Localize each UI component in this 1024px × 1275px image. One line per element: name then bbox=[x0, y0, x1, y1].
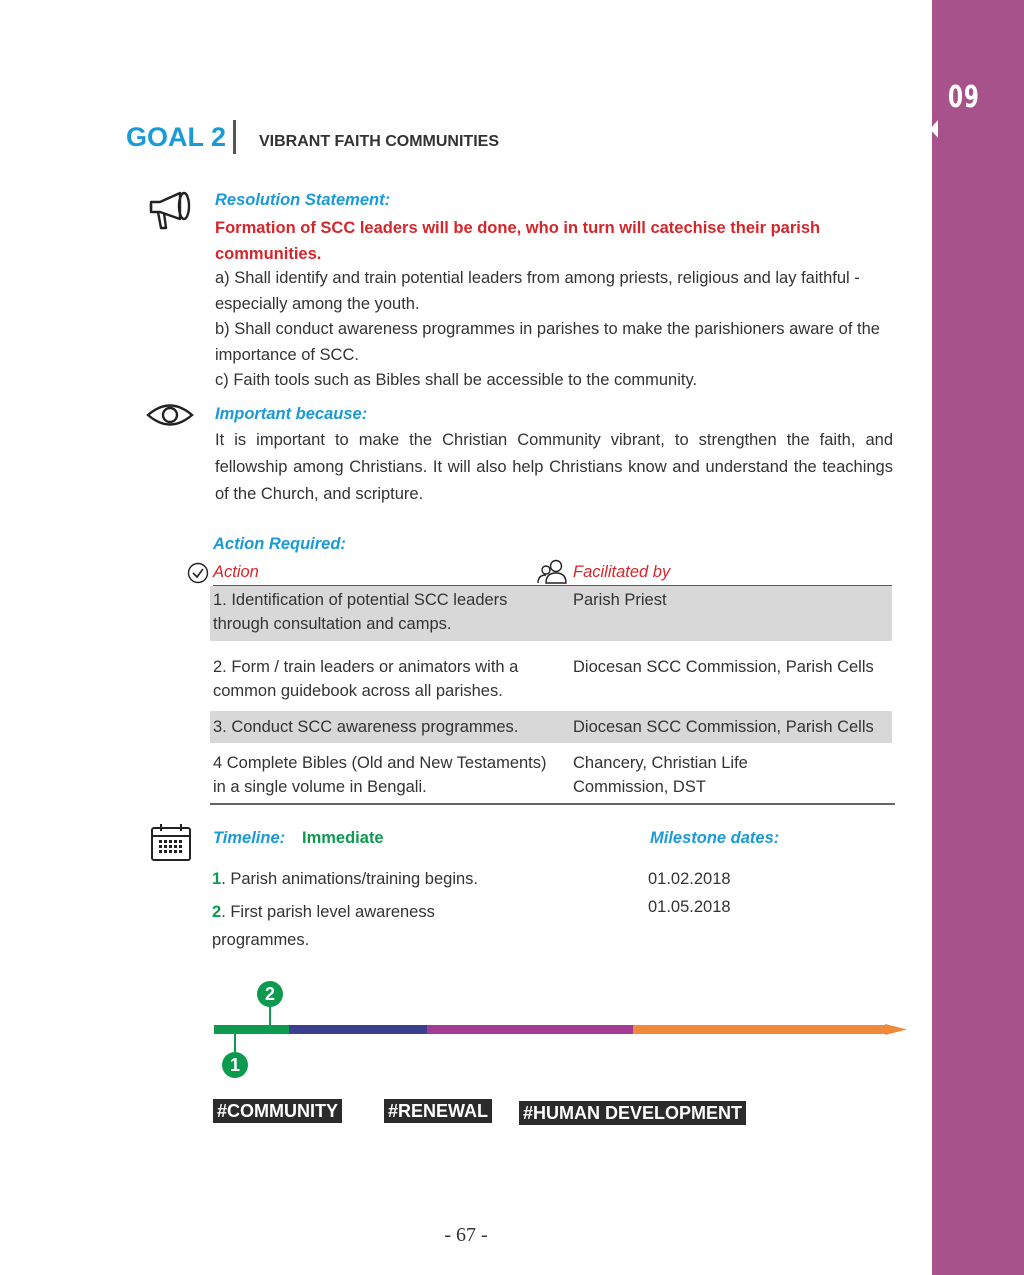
facilitator-cell: Parish Priest bbox=[573, 591, 667, 609]
milestone-text: . First parish level awareness programmes. bbox=[212, 903, 435, 949]
important-label: Important because: bbox=[215, 405, 368, 423]
important-text: It is important to make the Christian Community vibrant, to strengthen the faith, and fellowship among Christians. It will also help Christians know and understand the teachings of the Church, and scripture. bbox=[215, 431, 893, 503]
resolution-label: Resolution Statement: bbox=[215, 191, 391, 209]
timeline-segment-navy bbox=[289, 1025, 427, 1034]
table-row bbox=[210, 711, 892, 743]
timeline-segment-orange bbox=[633, 1025, 885, 1034]
action-cell: 4 Complete Bibles (Old and New Testaments) in a single volume in Bengali. bbox=[213, 754, 547, 796]
timeline-label: Timeline: bbox=[213, 829, 286, 847]
timeline-arrow-tip bbox=[885, 1024, 907, 1035]
milestone-text: . Parish animations/training begins. bbox=[221, 870, 478, 888]
milestone-date: 01.02.2018 bbox=[648, 870, 731, 888]
column-action: Action bbox=[213, 563, 259, 581]
eye-icon bbox=[146, 402, 194, 428]
action-cell: 2. Form / train leaders or animators with a common guidebook across all parishes. bbox=[213, 658, 519, 700]
action-cell: 1. Identification of potential SCC leaders through consultation and camps. bbox=[213, 591, 508, 633]
table-bottom-rule bbox=[210, 803, 895, 805]
timeline-segment-green bbox=[214, 1025, 289, 1034]
marker-1-stem bbox=[234, 1034, 236, 1052]
facilitator-cell: Chancery, Christian Life Commission, DST bbox=[573, 754, 748, 796]
title-divider bbox=[233, 120, 236, 154]
table-row bbox=[210, 750, 892, 802]
resolution-item-a: a) Shall identify and train potential leaders from among priests, religious and lay faithful - especially among the youth. bbox=[215, 269, 860, 313]
facilitator-cell: Diocesan SCC Commission, Parish Cells bbox=[573, 718, 874, 736]
milestone-date: 01.05.2018 bbox=[648, 898, 731, 916]
resolution-item-b: b) Shall conduct awareness programmes in parishes to make the parishioners aware of the importance of SCC. bbox=[215, 320, 880, 364]
goal-subtitle: VIBRANT FAITH COMMUNITIES bbox=[259, 133, 499, 150]
chapter-sidebar bbox=[932, 0, 1024, 1275]
resolution-item-c: c) Faith tools such as Bibles shall be accessible to the community. bbox=[215, 371, 698, 389]
timeline-segment-purple bbox=[427, 1025, 633, 1034]
milestone-number: 1 bbox=[212, 870, 222, 888]
milestone-label: Milestone dates: bbox=[650, 829, 780, 847]
table-row bbox=[210, 586, 892, 641]
sidebar-notch bbox=[926, 120, 938, 138]
column-facilitated-by: Facilitated by bbox=[573, 563, 671, 581]
milestone-number: 2 bbox=[212, 903, 222, 921]
tag-community: #COMMUNITY bbox=[213, 1099, 342, 1123]
page-number: - 67 - bbox=[444, 1224, 488, 1246]
milestone-item bbox=[212, 898, 472, 954]
action-label: Action Required: bbox=[213, 535, 346, 553]
marker-2-stem bbox=[269, 1005, 271, 1025]
timeline-value: Immediate bbox=[302, 829, 384, 847]
resolution-statement-line1: Formation of SCC leaders will be done, who in turn will catechise their parish bbox=[215, 219, 821, 237]
action-cell: 3. Conduct SCC awareness programmes. bbox=[213, 718, 519, 736]
facilitator-cell: Diocesan SCC Commission, Parish Cells bbox=[573, 658, 874, 676]
table-row bbox=[210, 654, 892, 704]
check-circle-icon bbox=[187, 562, 209, 584]
milestone-item bbox=[212, 870, 478, 889]
tag-human-development: #HUMAN DEVELOPMENT bbox=[519, 1101, 746, 1125]
timeline-marker-1: 1 bbox=[222, 1052, 248, 1078]
chapter-number: 09 bbox=[948, 80, 980, 115]
megaphone-icon bbox=[148, 190, 194, 232]
tag-renewal: #RENEWAL bbox=[384, 1099, 492, 1123]
resolution-statement-line2: communities. bbox=[215, 245, 322, 263]
goal-title: GOAL 2 bbox=[126, 122, 227, 152]
calendar-icon bbox=[150, 823, 194, 863]
action-table-header bbox=[213, 563, 893, 585]
timeline-marker-2: 2 bbox=[257, 981, 283, 1007]
